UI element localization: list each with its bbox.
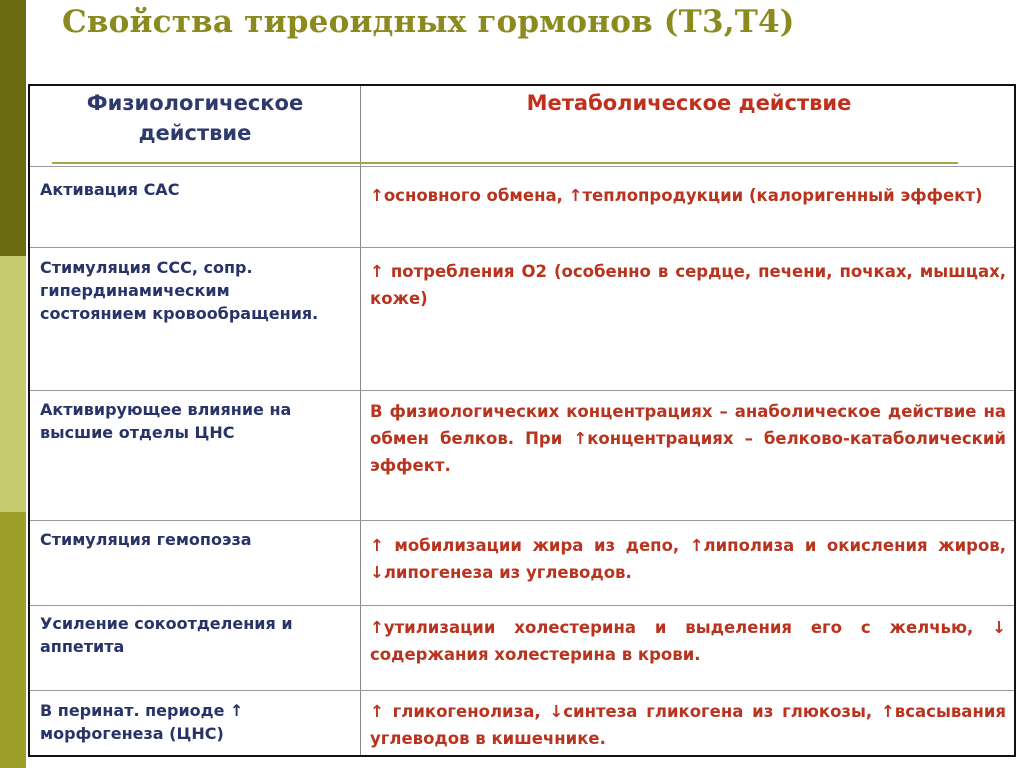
row-divider bbox=[30, 605, 1014, 606]
side-strip-middle bbox=[0, 256, 26, 512]
physiological-cell: Активация САС bbox=[40, 180, 180, 199]
physiological-cell: Усиление сокоотделения и аппетита bbox=[40, 614, 293, 656]
row-divider bbox=[30, 520, 1014, 521]
row-divider bbox=[30, 390, 1014, 391]
physiological-cell: Стимуляция гемопоэза bbox=[40, 530, 252, 549]
metabolic-cell: ↑ гликогенолиза, ↓синтеза гликогена из глюкозы, ↑всасывания углеводов в кишечнике. bbox=[370, 702, 1006, 748]
header-metabolic: Метаболическое действие bbox=[526, 91, 852, 115]
physiological-cell: В перинат. периоде ↑ морфогенеза (ЦНС) bbox=[40, 701, 244, 743]
side-strip-bottom bbox=[0, 512, 26, 768]
slide-title: Свойства тиреоидных гормонов (Т3,Т4) bbox=[62, 4, 795, 40]
physiological-cell: Активирующее влияние на высшие отделы ЦНС bbox=[40, 400, 292, 442]
header-rule bbox=[52, 162, 958, 164]
row-divider bbox=[30, 247, 1014, 248]
metabolic-cell: ↑ потребления О2 (особенно в сердце, печени, почках, мышцах, коже) bbox=[370, 262, 1006, 308]
physiological-cell: Стимуляция ССС, сопр. гипердинамическим состоянием кровообращения. bbox=[40, 258, 319, 323]
metabolic-cell: В физиологических концентрациях – анаболическое действие на обмен белков. При ↑концентрациях – белково-катаболический эффект. bbox=[370, 402, 1006, 475]
column-divider bbox=[360, 86, 361, 755]
row-divider bbox=[30, 690, 1014, 691]
metabolic-cell: ↑утилизации холестерина и выделения его с желчью, ↓ содержания холестерина в крови. bbox=[370, 618, 1006, 664]
metabolic-cell: ↑ мобилизации жира из депо, ↑липолиза и окисления жиров, ↓липогенеза из углеводов. bbox=[370, 536, 1006, 582]
header-physiological: Физиологическое действие bbox=[86, 91, 304, 145]
hormone-properties-table bbox=[28, 84, 1016, 757]
metabolic-cell: ↑основного обмена, ↑теплопродукции (калоригенный эффект) bbox=[370, 186, 983, 205]
row-divider bbox=[30, 166, 1014, 167]
side-strip-top bbox=[0, 0, 26, 256]
